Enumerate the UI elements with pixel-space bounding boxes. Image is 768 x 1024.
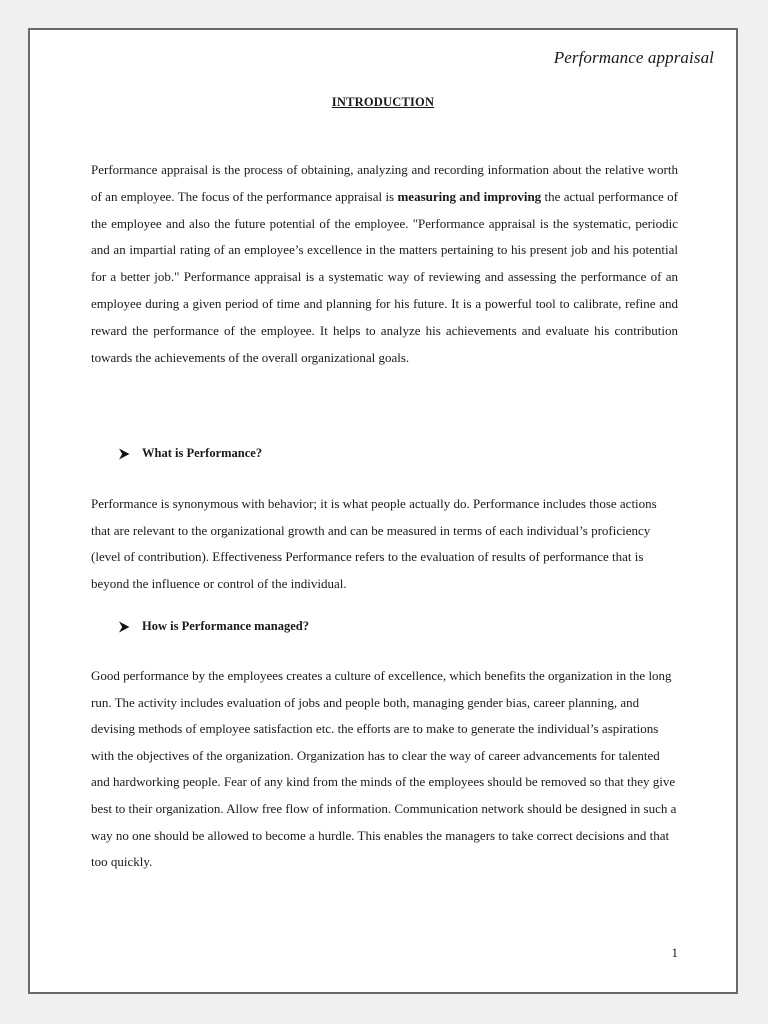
subheading-label: How is Performance managed?	[142, 619, 309, 633]
running-header-title: Performance appraisal	[553, 48, 714, 67]
subheading-what-is-performance	[118, 446, 262, 461]
intro-paragraph	[91, 157, 678, 371]
intro-text-part2: the actual performance of the employee and also the future potential of the employee. "Performance appraisal is the systematic, periodic and an impartial rating of an employee’s excellence in the matters pertaining to his present job and his potential for a better job." Performance appraisal is a systematic way of reviewing and assessing the performance of an employee during a given period of time and planning for his future. It is a powerful tool to calibrate, refine and reward the performance of the employee. It helps to analyze his achievements and evaluate his contribution towards the achievements of the overall organizational goals.	[91, 188, 678, 365]
managed-paragraph: Good performance by the employees creates a culture of excellence, which benefits the organization in the long run. The activity includes evaluation of jobs and people both, managing gender bias, career planning, and devising methods of employee satisfaction etc. the efforts are to make to generate the individual’s aspirations with the objectives of the organization. Organization has to clear the way of career advancements for talented and hardworking people. Fear of any kind from the minds of the employees should be removed so that they give best to their organization. Allow free flow of information. Communication network should be designed in such a way no one should be allowed to become a hurdle. This enables the managers to take correct decisions and that too quickly.	[91, 668, 677, 870]
intro-text-part1: Performance appraisal is the process of obtaining, analyzing and recording information about the relative worth of an employee. The focus of the performance appraisal is	[91, 162, 678, 204]
subheading-how-is-performance-managed	[118, 619, 309, 634]
arrowhead-bullet-icon	[118, 448, 130, 460]
subheading-label: What is Performance?	[142, 446, 263, 460]
arrowhead-bullet-icon	[118, 621, 130, 633]
intro-bold-phrase: measuring and improving	[397, 188, 542, 204]
section-title: INTRODUCTION	[331, 95, 435, 109]
performance-paragraph: Performance is synonymous with behavior; it is what people actually do. Performance includes those actions that are relevant to the organizational growth and can be measured in terms of each individual’s proficiency (level of contribution). Effectiveness Performance refers to the evaluation of results of performance that is beyond the influence or control of the individual.	[91, 496, 657, 591]
document-page	[28, 28, 738, 994]
page-number: 1	[671, 945, 678, 960]
